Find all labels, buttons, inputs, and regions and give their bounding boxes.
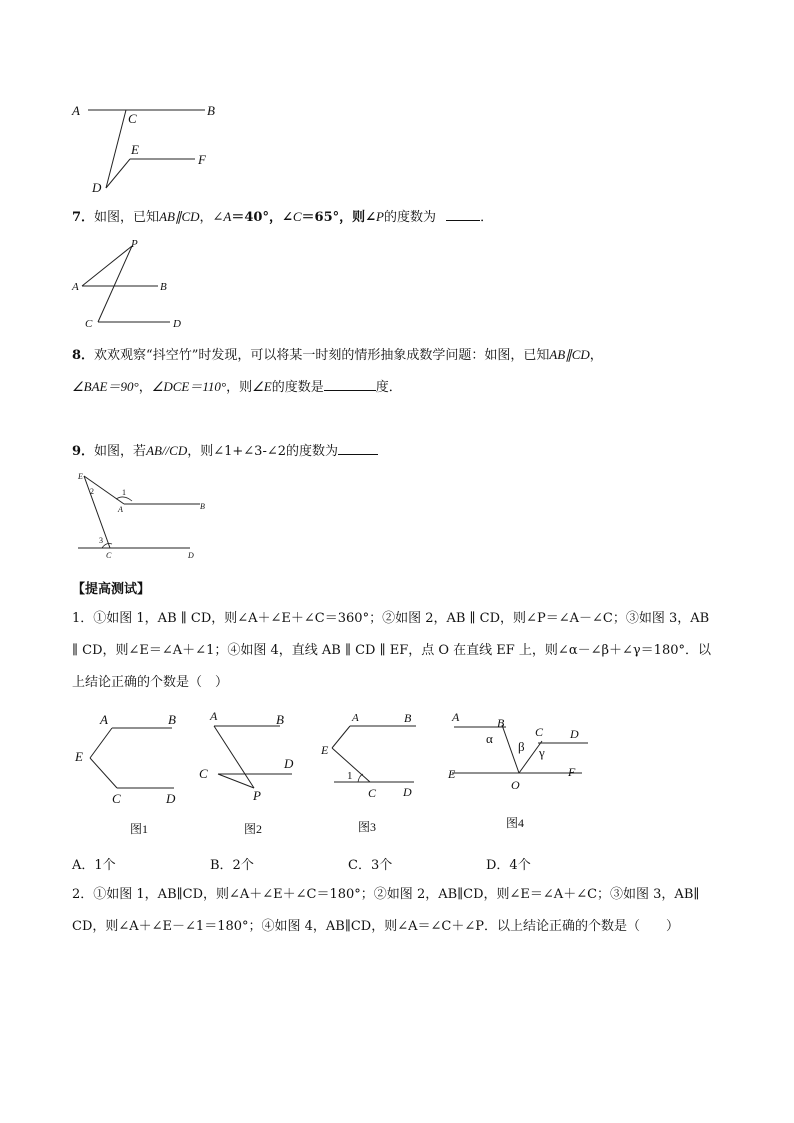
fig3-label-D: D bbox=[403, 785, 412, 799]
fig2-label-C: C bbox=[199, 766, 208, 781]
q9-text-pre: 如图，若 bbox=[94, 444, 147, 459]
q7-label-C: C bbox=[85, 318, 93, 330]
option-d[interactable]: D．4个 bbox=[486, 858, 531, 873]
q9-math-ab-cd: AB//CD bbox=[146, 443, 188, 458]
t1-figure-3 bbox=[318, 708, 428, 808]
option-c[interactable]: C．3个 bbox=[348, 858, 393, 873]
q8-text-mid: ，则 bbox=[226, 380, 253, 395]
q9-label-E: E bbox=[78, 472, 83, 481]
fig3-label-A: A bbox=[352, 712, 359, 724]
q8-comma: ， bbox=[589, 348, 603, 363]
fig4-label-A: A bbox=[452, 710, 460, 724]
q9-label-C: C bbox=[106, 551, 112, 560]
q7-text-pre: 如图，已知 bbox=[94, 210, 160, 225]
fig2-label-A: A bbox=[210, 709, 218, 723]
caption-fig3: 图3 bbox=[358, 820, 377, 834]
q7-label-A: A bbox=[72, 281, 79, 293]
figure-q9 bbox=[72, 470, 222, 562]
q8-number: 8． bbox=[72, 348, 95, 363]
fig4-label-F: F bbox=[568, 765, 576, 779]
t2-line-2: CD，则∠A＋∠E－∠1＝180°；④如图 4，AB∥CD，则∠A＝∠C＋∠P．以上结论正确的个数是（ ） bbox=[72, 919, 679, 934]
q9-label-2: 2 bbox=[90, 487, 94, 496]
t1-figure-1 bbox=[72, 708, 192, 808]
q9-answer-blank[interactable] bbox=[338, 442, 378, 455]
figure-q7 bbox=[70, 238, 200, 333]
q8-math-ab-cd: AB∥CD bbox=[549, 347, 590, 362]
label-B: B bbox=[207, 103, 215, 118]
fig4-label-alpha: α bbox=[486, 731, 493, 746]
q9-label-B: B bbox=[200, 502, 205, 511]
caption-fig4: 图4 bbox=[506, 816, 525, 830]
t1-line-3: 上结论正确的个数是（ ） bbox=[72, 675, 229, 690]
caption-fig2: 图2 bbox=[244, 822, 263, 836]
q8-sep: ， bbox=[138, 380, 152, 395]
q7-text-post: 的度数为 bbox=[383, 210, 436, 225]
fig4-label-O: O bbox=[511, 778, 520, 792]
question-8-line-2 bbox=[72, 378, 402, 397]
q8-math-bae: ∠BAE＝90° bbox=[72, 379, 139, 394]
fig2-label-B: B bbox=[276, 712, 284, 727]
fig1-label-C: C bbox=[112, 791, 121, 806]
label-D: D bbox=[92, 180, 102, 195]
fig4-label-C: C bbox=[535, 725, 544, 739]
fig4-label-B: B bbox=[497, 716, 505, 730]
t1-line-2: ∥ CD，则∠E＝∠A＋∠1；④如图 4，直线 AB ∥ CD ∥ EF，点 O 在直线 EF 上，则∠α－∠β＋∠γ＝180°．以 bbox=[72, 643, 711, 658]
label-F: F bbox=[198, 152, 206, 167]
q8-text-post: 的度数是 bbox=[271, 380, 324, 395]
q9-label-A: A bbox=[118, 505, 123, 514]
t1-figure-2 bbox=[196, 708, 316, 808]
q7-period: ． bbox=[480, 210, 494, 225]
question-7 bbox=[72, 208, 493, 227]
question-9 bbox=[72, 442, 378, 461]
q7-math-ab-cd: AB∥CD bbox=[159, 209, 200, 224]
t1-figure-4 bbox=[440, 705, 600, 805]
question-8-line-1 bbox=[72, 346, 603, 365]
fig2-label-D: D bbox=[284, 756, 294, 771]
figure-top bbox=[70, 98, 230, 198]
q8-math-dce: ∠DCE＝110° bbox=[151, 379, 227, 394]
q7-label-D: D bbox=[173, 318, 181, 330]
q9-label-3: 3 bbox=[99, 536, 103, 545]
q7-text-mid1: ，∠ bbox=[199, 210, 224, 225]
q9-label-D: D bbox=[188, 551, 194, 560]
q7-label-B: B bbox=[160, 281, 167, 293]
fig3-label-C: C bbox=[368, 786, 377, 800]
fig1-label-E: E bbox=[75, 749, 83, 764]
q8-text-1: 欢欢观察“抖空竹”时发现，可以将某一时刻的情形抽象成数学问题：如图，已知 bbox=[94, 348, 550, 363]
q7-angle-a: A bbox=[223, 209, 232, 224]
fig3-label-B: B bbox=[404, 711, 412, 725]
fig1-label-D: D bbox=[166, 791, 176, 806]
q7-label-P: P bbox=[131, 238, 138, 250]
fig1-label-B: B bbox=[168, 712, 176, 727]
q8-end: 度． bbox=[375, 380, 402, 395]
fig4-label-E: E bbox=[448, 767, 456, 781]
fig4-label-gamma: γ bbox=[539, 745, 545, 760]
fig4-label-beta: β bbox=[518, 739, 525, 754]
fig3-label-1: 1 bbox=[347, 770, 353, 782]
q7-angle-c: C bbox=[292, 209, 302, 224]
q9-text-post: ，则∠1+∠3-∠2的度数为 bbox=[187, 444, 339, 459]
fig4-label-D: D bbox=[570, 727, 579, 741]
option-b[interactable]: B．2个 bbox=[210, 858, 254, 873]
q7-number: 7． bbox=[72, 210, 95, 225]
t2-line-1: 2．①如图 1，AB∥CD，则∠A＋∠E＋∠C＝180°；②如图 2，AB∥CD，则∠E＝∠A＋∠C；③如图 3，AB∥ bbox=[72, 887, 700, 902]
q8-math-e: ∠E bbox=[252, 379, 272, 394]
label-C: C bbox=[128, 111, 137, 126]
section-title: 【提高测试】 bbox=[72, 582, 151, 597]
caption-fig1: 图1 bbox=[130, 822, 149, 836]
q9-number: 9． bbox=[72, 444, 95, 459]
q8-answer-blank[interactable] bbox=[324, 378, 376, 391]
fig1-label-A: A bbox=[100, 712, 108, 727]
q9-label-1: 1 bbox=[122, 488, 126, 497]
label-E: E bbox=[131, 142, 139, 157]
fig3-label-E: E bbox=[321, 743, 329, 757]
fig2-label-P: P bbox=[253, 788, 261, 803]
q7-text-mid2: ＝40°，∠ bbox=[231, 210, 293, 225]
label-A: A bbox=[72, 103, 80, 118]
q7-answer-blank[interactable] bbox=[446, 208, 480, 221]
option-a[interactable]: A．1个 bbox=[72, 858, 116, 873]
t1-line-1: 1．①如图 1，AB ∥ CD，则∠A＋∠E＋∠C＝360°；②如图 2，AB ∥ CD，则∠P＝∠A－∠C；③如图 3，AB bbox=[72, 611, 710, 626]
q7-angle-p: P bbox=[376, 209, 384, 224]
q7-text-mid3: ＝65°，则∠ bbox=[301, 210, 377, 225]
